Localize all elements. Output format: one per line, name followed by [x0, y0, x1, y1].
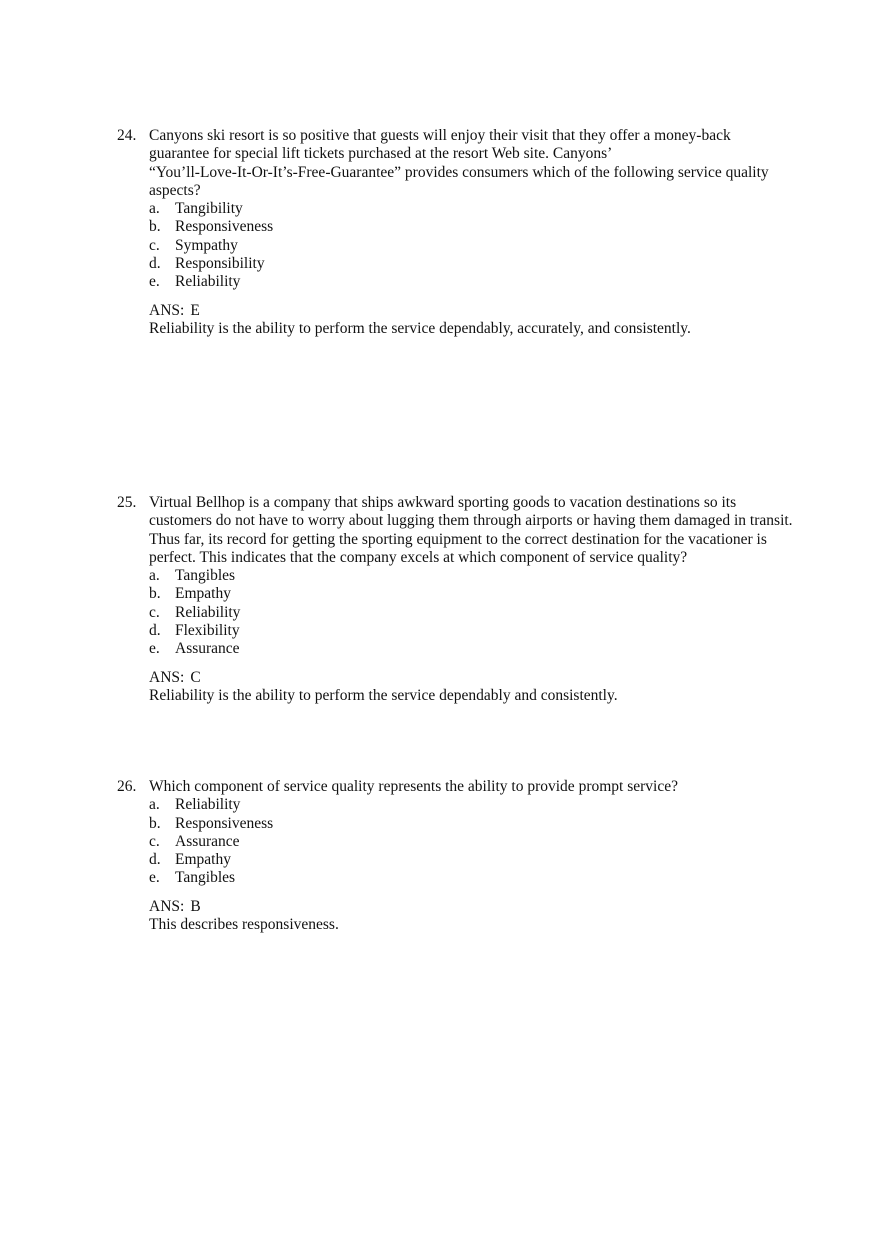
- question-number: 25.: [117, 494, 137, 511]
- option-letter: b.: [149, 814, 161, 832]
- question-stem-line: Which component of service quality represents the ability to provide prompt service?: [149, 778, 678, 795]
- answer-label: ANS:: [149, 668, 185, 686]
- answer-line: [149, 669, 817, 687]
- answer-label: ANS:: [149, 301, 185, 319]
- option-c: [149, 604, 817, 622]
- question-stem-line: “You’ll-Love-It-Or-It’s-Free-Guarantee” provides consumers which of the following service quality: [149, 163, 769, 181]
- option-letter: d.: [149, 622, 161, 640]
- question-stem-line: perfect. This indicates that the company excels at which component of service quality?: [149, 548, 688, 566]
- option-b: [149, 585, 817, 603]
- option-text: Sympathy: [175, 236, 238, 254]
- answer-explanation: Reliability is the ability to perform the service dependably and consistently.: [149, 686, 618, 704]
- answer-value: E: [190, 301, 200, 319]
- option-text: Tangibles: [175, 567, 236, 585]
- answer-label: ANS:: [149, 897, 185, 915]
- option-e: [149, 273, 817, 291]
- question-26: [117, 778, 817, 934]
- option-text: Tangibles: [175, 869, 236, 887]
- option-list: [117, 567, 817, 658]
- answer-explanation: Reliability is the ability to perform the service dependably, accurately, and consistently.: [149, 319, 691, 337]
- option-text: Responsibility: [175, 255, 265, 273]
- question-stem-line: Thus far, its record for getting the sporting equipment to the correct destination for the vacationer is: [149, 530, 767, 548]
- option-text: Responsiveness: [175, 814, 274, 832]
- answer-explanation: This describes responsiveness.: [149, 916, 339, 934]
- option-letter: d.: [149, 255, 161, 273]
- option-letter: e.: [149, 640, 160, 658]
- option-letter: c.: [149, 832, 160, 850]
- option-text: Assurance: [175, 832, 240, 850]
- option-list: [117, 200, 817, 291]
- question-24: [117, 127, 817, 338]
- option-d: [149, 851, 817, 869]
- option-text: Empathy: [175, 585, 231, 603]
- question-stem-line: guarantee for special lift tickets purchased at the resort Web site. Canyons’: [149, 145, 613, 163]
- question-stem-line: aspects?: [149, 181, 201, 199]
- option-text: Reliability: [175, 273, 241, 291]
- answer-value: B: [190, 897, 201, 915]
- answer-value: C: [190, 668, 201, 686]
- answer-block: [117, 669, 817, 706]
- option-b: [149, 218, 817, 236]
- option-letter: b.: [149, 218, 161, 236]
- option-c: [149, 833, 817, 851]
- question-stem-line: customers do not have to worry about lugging them through airports or having them damaged in transit.: [149, 512, 793, 530]
- option-letter: a.: [149, 200, 160, 218]
- option-letter: e.: [149, 273, 160, 291]
- question-stem-line: Canyons ski resort is so positive that guests will enjoy their visit that they offer a money-back: [149, 127, 731, 144]
- option-text: Responsiveness: [175, 218, 274, 236]
- option-text: Assurance: [175, 640, 240, 658]
- option-c: [149, 237, 817, 255]
- question-header: [117, 778, 817, 796]
- option-text: Reliability: [175, 603, 241, 621]
- answer-block: [117, 898, 817, 935]
- option-text: Flexibility: [175, 622, 240, 640]
- option-b: [149, 815, 817, 833]
- option-text: Empathy: [175, 851, 231, 869]
- option-list: [117, 796, 817, 887]
- option-a: [149, 200, 817, 218]
- answer-line: [149, 302, 817, 320]
- option-letter: a.: [149, 567, 160, 585]
- answer-block: [117, 302, 817, 339]
- option-a: [149, 567, 817, 585]
- option-e: [149, 869, 817, 887]
- option-letter: d.: [149, 851, 161, 869]
- question-header: [117, 127, 817, 200]
- question-number: 24.: [117, 127, 137, 144]
- option-d: [149, 622, 817, 640]
- question-stem-line: Virtual Bellhop is a company that ships awkward sporting goods to vacation destinations so its: [149, 494, 737, 511]
- option-letter: a.: [149, 796, 160, 814]
- option-text: Tangibility: [175, 200, 243, 218]
- question-25: [117, 494, 817, 705]
- option-d: [149, 255, 817, 273]
- option-letter: b.: [149, 585, 161, 603]
- answer-line: [149, 898, 817, 916]
- option-text: Reliability: [175, 796, 241, 814]
- option-a: [149, 796, 817, 814]
- option-letter: c.: [149, 603, 160, 621]
- option-letter: c.: [149, 236, 160, 254]
- option-letter: e.: [149, 869, 160, 887]
- question-header: [117, 494, 817, 567]
- option-e: [149, 640, 817, 658]
- question-number: 26.: [117, 778, 137, 795]
